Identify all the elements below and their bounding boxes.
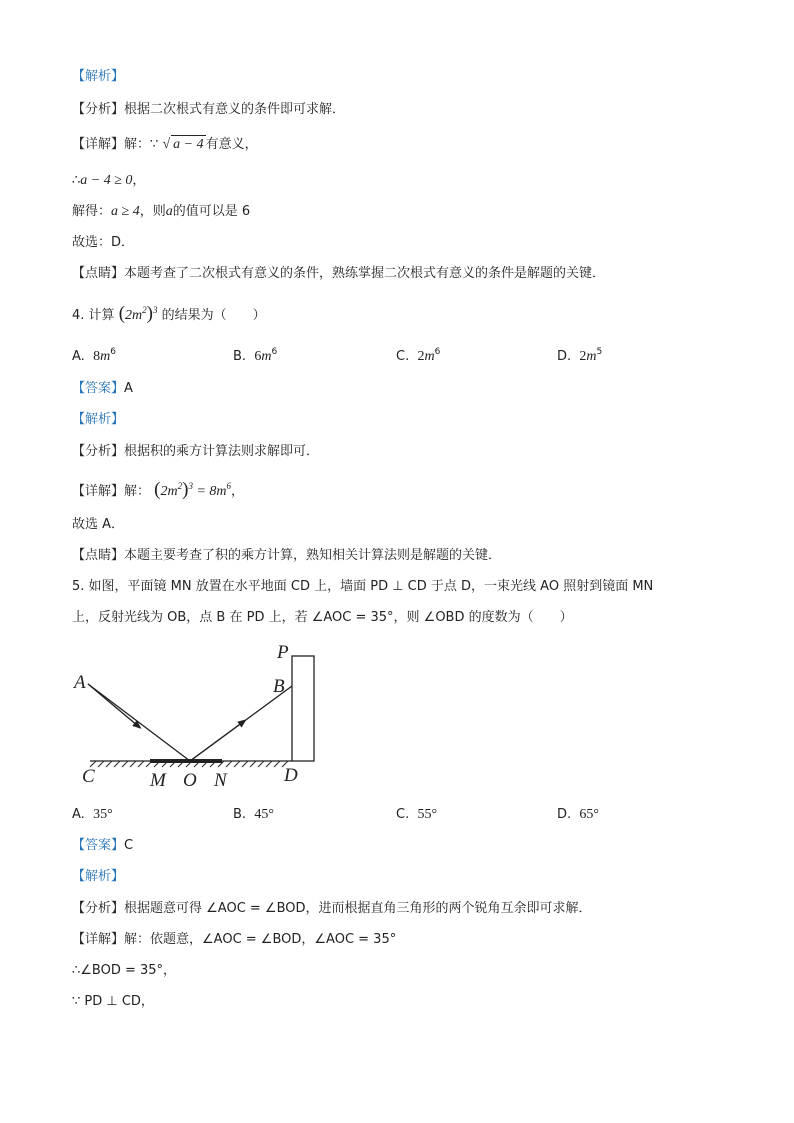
option-var: m (100, 349, 111, 364)
solve-mid: ，则 (139, 204, 166, 219)
comment-text: 本题考查了二次根式有意义的条件，熟练掌握二次根式有意义的条件是解题的关键． (124, 266, 606, 281)
option-letter: A. (72, 807, 85, 822)
detail-line-q4 (72, 477, 244, 501)
solve-inequality: a ≥ 4 (111, 204, 140, 219)
choice-text: 故选：D． (72, 235, 135, 250)
label-c: C (82, 766, 95, 787)
fenxi-text: 根据积的乘方计算法则求解即可． (124, 444, 320, 459)
comment-line-q3 (72, 265, 605, 283)
q5-option-b (233, 806, 274, 824)
comma: ， (132, 173, 146, 188)
reflected-ray-arrow (190, 722, 243, 761)
fenxi-tag: 【分析】 (72, 444, 125, 459)
therefore-symbol: ∴ (72, 173, 81, 188)
step-text: ∴∠BOD = 35°， (72, 963, 177, 978)
q5-option-a (72, 806, 113, 824)
option-var: m (261, 349, 272, 364)
comment-tag: 【点睛】 (72, 548, 125, 563)
option-exp: 6 (110, 347, 116, 357)
option-value: 55° (417, 807, 438, 822)
label-p: P (277, 642, 289, 663)
detail-text: 解：依题意，∠AOC = ∠BOD，∠AOC = 35° (124, 932, 397, 947)
fenxi-text: 根据题意可得 ∠AOC = ∠BOD，进而根据直角三角形的两个锐角互余即可求解． (124, 901, 592, 916)
analysis-tag-q3: 【解析】 (72, 69, 125, 84)
choice-text: 故选 A． (72, 517, 125, 532)
radicand: a − 4 (173, 137, 204, 152)
option-var: m (424, 349, 435, 364)
question-5-stem-line1 (72, 578, 653, 596)
label-m: M (150, 770, 166, 791)
comment-text: 本题主要考查了积的乘方计算，熟知相关计算法则是解题的关键． (124, 548, 502, 563)
detail-prefix: 解：∵ (124, 137, 159, 152)
stem-text: 5. 如图，平面镜 MN 放置在水平地面 CD 上，墙面 PD ⊥ CD 于点 D，一束光线 AO 照射到镜面 MN (72, 579, 654, 594)
label-n: N (214, 770, 227, 791)
solve-line-q3 (72, 203, 250, 221)
detail-prefix: 解： (124, 484, 151, 499)
option-value: 65° (579, 807, 600, 822)
option-letter: D. (557, 807, 572, 822)
stem-expression: $(2m^2)^3$ (118, 303, 158, 324)
answer-tag: 【答案】 (72, 838, 125, 853)
q4-option-c (396, 343, 440, 366)
sqrt-expression: √ a − 4 (162, 137, 204, 152)
step2-line-q5 (72, 993, 154, 1011)
comment-line-q4 (72, 547, 501, 565)
q4-option-d (557, 343, 602, 366)
answer-line-q4 (72, 380, 133, 398)
fenxi-tag: 【分析】 (72, 102, 125, 117)
stem-prefix: 4. 计算 (72, 308, 115, 323)
option-value: 45° (254, 807, 274, 822)
option-letter: B. (233, 349, 247, 364)
label-d: D (284, 765, 298, 786)
option-coef: 2 (417, 349, 425, 364)
fenxi-line-q5 (72, 900, 592, 918)
option-letter: C. (396, 807, 410, 822)
step1-line-q5 (72, 962, 176, 980)
therefore-line-q3 (72, 172, 145, 190)
fenxi-line-q3 (72, 101, 345, 119)
result: = 8m (196, 484, 227, 499)
choice-line-q4 (72, 516, 124, 534)
stem-text: 上，反射光线为 OB，点 B 在 PD 上，若 ∠AOC = 35°，则 ∠OBD 的度数为（ ） (72, 610, 573, 625)
q5-option-d (557, 806, 599, 824)
option-coef: 2 (579, 349, 587, 364)
mirror-mn (150, 759, 222, 763)
stem-suffix: 的结果为（ ） (161, 308, 266, 323)
option-exp: 6 (271, 347, 278, 357)
question-5-stem-line2 (72, 609, 573, 627)
solve-prefix: 解得： (72, 204, 112, 219)
analysis-tag-q4: 【解析】 (72, 412, 125, 427)
detail-tag: 【详解】 (72, 484, 125, 499)
mirror-reflection-figure (68, 640, 338, 795)
result-suffix: ， (231, 484, 245, 499)
label-b: B (273, 676, 285, 697)
option-value: 35° (93, 807, 113, 822)
fenxi-line-q4 (72, 443, 319, 461)
analysis-tag-q5: 【解析】 (72, 869, 125, 884)
inequality: a − 4 ≥ 0 (80, 173, 133, 188)
fenxi-tag: 【分析】 (72, 901, 125, 916)
solve-suffix: 的值可以是 6 (172, 204, 251, 219)
answer-tag: 【答案】 (72, 381, 125, 396)
option-coef: 8 (93, 349, 101, 364)
question-4-stem (72, 301, 266, 325)
comment-tag: 【点睛】 (72, 266, 125, 281)
option-letter: D. (557, 349, 572, 364)
option-letter: C. (396, 349, 410, 364)
answer-line-q5 (72, 837, 133, 855)
option-exp: 6 (434, 347, 441, 357)
option-var: m (586, 349, 597, 364)
detail-tag: 【详解】 (72, 932, 125, 947)
detail-tag: 【详解】 (72, 137, 125, 152)
incident-ray-ao (88, 684, 190, 761)
option-exp: 5 (596, 347, 603, 357)
option-letter: B. (233, 807, 247, 822)
detail-line-q5 (72, 931, 396, 949)
choice-line-q3 (72, 234, 134, 252)
answer-value: C (124, 838, 134, 853)
label-o: O (183, 770, 197, 791)
step-text: ∵ PD ⊥ CD， (72, 994, 154, 1009)
q4-option-b (233, 343, 277, 366)
detail-suffix: 有意义， (205, 137, 258, 152)
fenxi-text: 根据二次根式有意义的条件即可求解． (124, 102, 346, 117)
detail-line-q3 (72, 135, 258, 154)
option-letter: A. (72, 349, 85, 364)
wall-pd (292, 656, 314, 761)
answer-value: A (124, 381, 133, 396)
q5-option-c (396, 806, 437, 824)
solve-var: a (165, 204, 173, 219)
label-a: A (74, 672, 86, 693)
option-coef: 6 (254, 349, 262, 364)
detail-expression: $(2m^2)^3 = 8m^6$ (154, 479, 232, 500)
q4-option-a (72, 343, 116, 366)
result-exp: 6 (226, 481, 232, 491)
